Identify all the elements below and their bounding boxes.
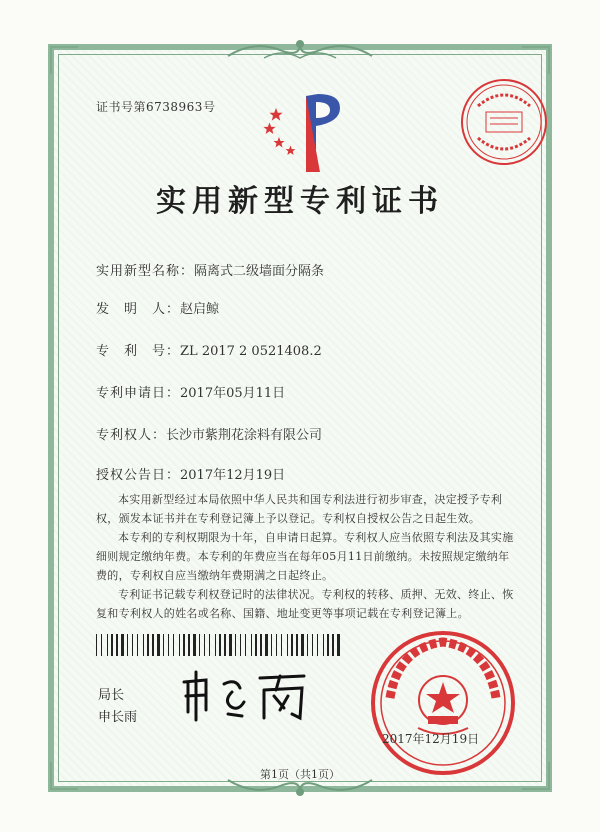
patent-number-field — [96, 340, 322, 359]
inventor-label: 发 明 人： — [96, 302, 181, 317]
patentee-label: 专利权人： — [96, 428, 167, 443]
utility-model-name-value: 隔离式二级墙面分隔条 — [194, 264, 325, 279]
page-title: 实用新型专利证书 — [156, 184, 444, 219]
inventor-value: 赵启鲸 — [180, 302, 220, 317]
body-paragraph: 本专利的专利权期限为十年，自申请日起算。专利权人应当依照专利法及其实施细则规定缴纳年费。本专利的年费应当在每年05月11日前缴纳。未按照规定缴纳年费的，专利权自应当缴纳年费期满之日起终止。 — [96, 531, 514, 582]
body-paragraph: 本实用新型经过本局依照中华人民共和国专利法进行初步审查，决定授予专利权，颁发本证书并在专利登记簿上予以登记。专利权自授权公告之日起生效。 — [96, 493, 503, 525]
top-ornament-icon — [224, 36, 376, 64]
signatory-title: 局长 — [98, 688, 125, 703]
certificate-body — [96, 490, 520, 623]
inventor-field — [96, 298, 219, 317]
cnipa-logo-icon — [262, 86, 350, 178]
corner-ornament — [50, 46, 78, 74]
grant-date-value: 2017年12月19日 — [180, 468, 286, 483]
signatory-name: 申长雨 — [98, 710, 138, 725]
seal-date: 2017年12月19日 — [382, 732, 480, 746]
patentee-field — [96, 424, 322, 443]
patentee-value: 长沙市紫荆花涂料有限公司 — [166, 428, 323, 443]
utility-model-name-label: 实用新型名称： — [96, 264, 195, 279]
body-paragraph: 专利证书记载专利权登记时的法律状况。专利权的转移、质押、无效、终止、恢复和专利权人的姓名或名称、国籍、地址变更等事项记载在专利登记簿上。 — [96, 588, 514, 620]
utility-model-name-field — [96, 260, 324, 279]
patent-number-label: 专 利 号： — [96, 344, 181, 359]
filing-date-value: 2017年05月11日 — [180, 386, 286, 401]
grant-date-field — [96, 464, 285, 483]
certificate-number: 证书号第6738963号 — [96, 100, 216, 114]
page-number: 第1页（共1页） — [260, 768, 340, 781]
patent-number-value: ZL 2017 2 0521408.2 — [180, 344, 322, 359]
corner-ornament — [522, 46, 550, 74]
office-seal-icon — [458, 76, 550, 168]
grant-date-label: 授权公告日： — [96, 468, 181, 483]
filing-date-field — [96, 382, 285, 401]
signature-icon — [180, 668, 330, 724]
national-ip-seal-icon — [368, 628, 518, 778]
filing-date-label: 专利申请日： — [96, 386, 181, 401]
barcode-icon — [96, 634, 344, 656]
